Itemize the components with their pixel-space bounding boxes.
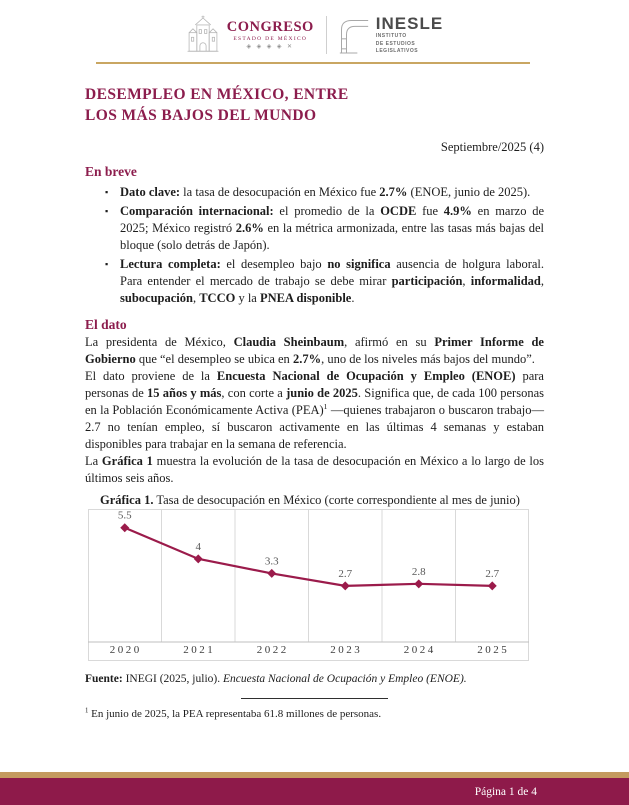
chart-source-note: Fuente: INEGI (2025, julio). Encuesta Nacional de Ocupación y Empleo (ENOE). [85,673,467,685]
svg-text:2.7: 2.7 [338,567,353,580]
list-item [105,203,544,254]
svg-text:2024: 2024 [403,644,436,656]
issue-date: Septiembre/2025 (4) [440,140,544,154]
paragraph: La Gráfica 1 muestra la evolución de la tasa de desocupación en México a lo largo de los últimos seis años. [85,454,544,485]
document-title [85,84,544,126]
logo-divider [326,16,327,54]
inesle-wordmark [376,15,443,55]
brief-list [85,184,544,307]
header-divider-rule [96,62,530,64]
svg-text:5.5: 5.5 [117,509,132,522]
congreso-logo [186,15,314,55]
inesle-arch-icon [339,17,369,54]
congreso-subtitle: ESTADO DE MÉXICO [233,35,308,42]
title-line: LOS MÁS BAJOS DEL MUNDO [85,107,317,124]
chart-caption: Gráfica 1. Tasa de desocupación en México (corte correspondiente al mes de junio) [100,493,520,507]
footnote-rule [241,698,388,699]
unemployment-line-chart [88,509,529,661]
bullet-text: Dato clave: la tasa de desocupación en México fue 2.7% (ENOE, junio de 2025). [120,185,531,199]
inesle-subtitle-line: INSTITUTO [375,33,407,40]
document-body [85,72,544,721]
list-item [105,184,544,201]
inesle-subtitle-line: LEGISLATIVOS [375,48,419,55]
svg-text:2021: 2021 [183,644,216,656]
svg-text:2022: 2022 [256,644,289,656]
bullet-text: Comparación internacional: el promedio de la OCDE fue 4.9% en marzo de 2025; México registró 2.6% en la métrica armonizada, entre las tasas más bajas del bloque (solo detrás de Japón). [120,204,544,252]
footnote: $^1$ En junio de 2025, la PEA representaba 61.8 millones de personas. [85,707,382,720]
footer-bar [0,778,629,805]
congreso-wordmark [227,20,314,50]
section-heading-el-dato: El dato [85,317,127,332]
bullet-icon: ▪ [105,187,109,197]
svg-text:2025: 2025 [477,644,510,656]
congreso-building-icon [186,15,220,55]
paragraph: El dato proviene de la Encuesta Nacional de Ocupación y Empleo (ENOE) para personas de 15 años y más, con corte a junio de 2025. Significa que, de cada 100 personas en la Población Económicamente Activa (PEA)$^1$ —quienes trabajaron o buscaron trabajo— 2.7 no tenían empleo, sí buscaron activamente en las últimas 4 semanas y estaban disponibles para trabajar en la semana de referencia. [85,369,544,451]
section-heading-en-breve: En breve [85,164,137,179]
title-line: DESEMPLEO EN MÉXICO, ENTRE [85,86,349,103]
svg-text:3.3: 3.3 [264,555,279,568]
svg-text:2.7: 2.7 [485,567,500,580]
congreso-name: CONGRESO [226,19,314,35]
inesle-logo [339,15,443,55]
list-item [105,256,544,307]
svg-text:4: 4 [195,540,201,553]
svg-text:2023: 2023 [330,644,363,656]
congreso-ornaments-icon: ◈ ◈ ◈ ◈ ✕ [246,44,295,50]
page-number: Página 1 de 4 [474,785,537,798]
inesle-subtitle-line: DE ESTUDIOS [375,40,416,47]
svg-text:2.8: 2.8 [411,565,426,578]
paragraph: La presidenta de México, Claudia Sheinbaum, afirmó en su Primer Informe de Gobierno que “el desempleo se ubica en 2.7%, uno de los niveles más bajos del mundo”. [85,335,544,366]
inesle-name: INESLE [375,14,444,34]
page-header [0,0,629,60]
svg-text:2020: 2020 [109,644,142,656]
bullet-icon: ▪ [105,259,109,269]
bullet-text: Lectura completa: el desempleo bajo no significa ausencia de holgura laboral. Para entender el mercado de trabajo se debe mirar participación, informalidad, subocupación, TCCO y la PNEA disponible. [120,257,545,305]
bullet-icon: ▪ [105,206,109,216]
